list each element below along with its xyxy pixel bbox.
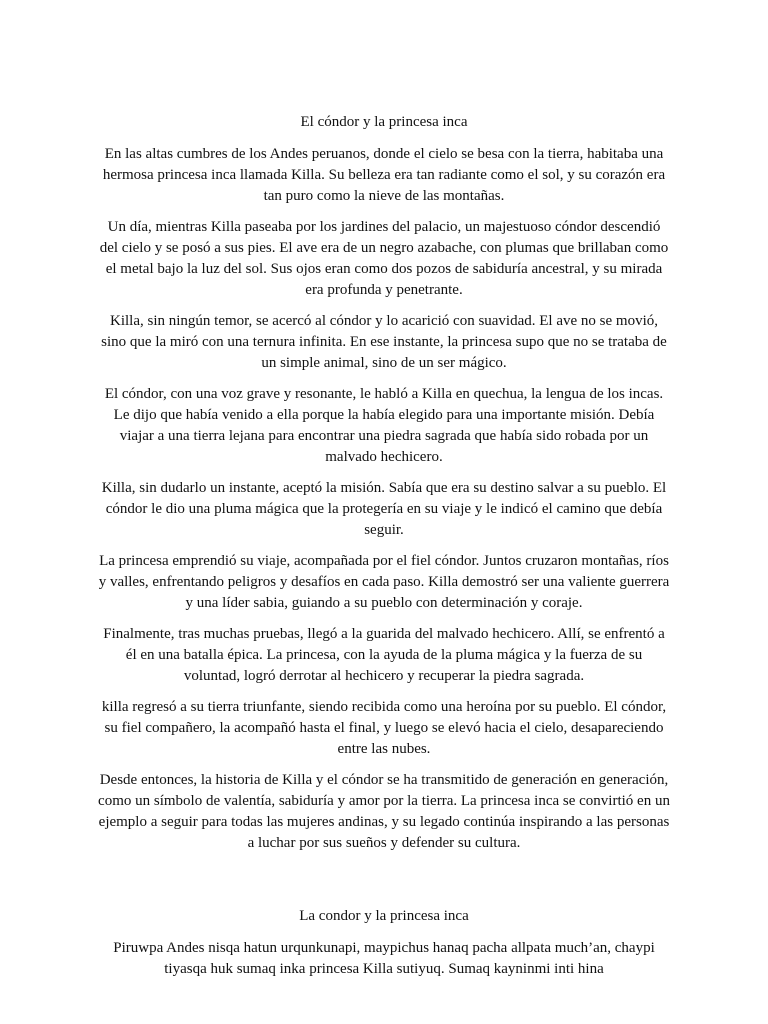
paragraph: Killa, sin dudarlo un instante, aceptó la misión. Sabía que era su destino salvar a su pueblo. El cóndor le dio una pluma mágica que la protegería en su viaje y le indicó el camino que debía seguir. bbox=[101, 480, 667, 538]
paragraph: Killa, sin ningún temor, se acercó al cóndor y lo acarició con suavidad. El ave no se movió, sino que la miró con una ternura infinita. En ese instante, la princesa supo que no se trataba de un simple animal, sino de un ser mágico. bbox=[101, 313, 667, 371]
story-title-quechua: La condor y la princesa inca bbox=[299, 908, 469, 924]
paragraph: El cóndor, con una voz grave y resonante, le habló a Killa en quechua, la lengua de los incas. Le dijo que había venido a ella porque la había elegido para una importante misión. Debía viajar a una tierra lejana para encontrar una piedra sagrada que había sido robada por un malvado hechicero. bbox=[104, 386, 664, 465]
paragraph: En las altas cumbres de los Andes peruanos, donde el cielo se besa con la tierra, habitaba una hermosa princesa inca llamada Killa. Su belleza era tan radiante como el sol, y su corazón era tan puro como la nieve de las montañas. bbox=[102, 146, 666, 204]
paragraph: killa regresó a su tierra triunfante, siendo recibida como una heroína por su pueblo. El cóndor, su fiel compañero, la acompañó hasta el final, y luego se elevó hacia el cielo, desapareciendo entre las nubes. bbox=[101, 699, 667, 757]
paragraph: Finalmente, tras muchas pruebas, llegó a la guarida del malvado hechicero. Allí, se enfrentó a él en una batalla épica. La princesa, con la ayuda de la pluma mágica y la fuerza de su voluntad, logró derrotar al hechicero y recuperar la piedra sagrada. bbox=[103, 626, 665, 684]
paragraph: La princesa emprendió su viaje, acompañada por el fiel cóndor. Juntos cruzaron montañas, ríos y valles, enfrentando peligros y desafíos en cada paso. Killa demostró ser una valiente guerrera y una líder sabia, guiando a su pueblo con determinación y coraje. bbox=[98, 553, 670, 611]
story-title-spanish: El cóndor y la princesa inca bbox=[300, 114, 468, 130]
paragraph: Desde entonces, la historia de Killa y el cóndor se ha transmitido de generación en generación, como un símbolo de valentía, sabiduría y amor por la tierra. La princesa inca se convirtió en un ejemplo a seguir para todas las mujeres andinas, y su legado continúa inspirando a las personas a luchar por sus sueños y defender su cultura. bbox=[98, 772, 670, 851]
document-page bbox=[98, 112, 670, 990]
section-spacer bbox=[98, 864, 670, 906]
paragraph: Un día, mientras Killa paseaba por los jardines del palacio, un majestuoso cóndor descendió del cielo y se posó a sus pies. El ave era de un negro azabache, con plumas que brillaban como el metal bajo la luz del sol. Sus ojos eran como dos pozos de sabiduría ancestral, y su mirada era profunda y penetrante. bbox=[99, 219, 669, 298]
paragraph: Piruwpa Andes nisqa hatun urqunkunapi, maypichus hanaq pacha allpata much’an, chaypi tiyasqa huk sumaq inka princesa Killa sutiyuq. Sumaq kayninmi inti hina bbox=[113, 940, 655, 977]
